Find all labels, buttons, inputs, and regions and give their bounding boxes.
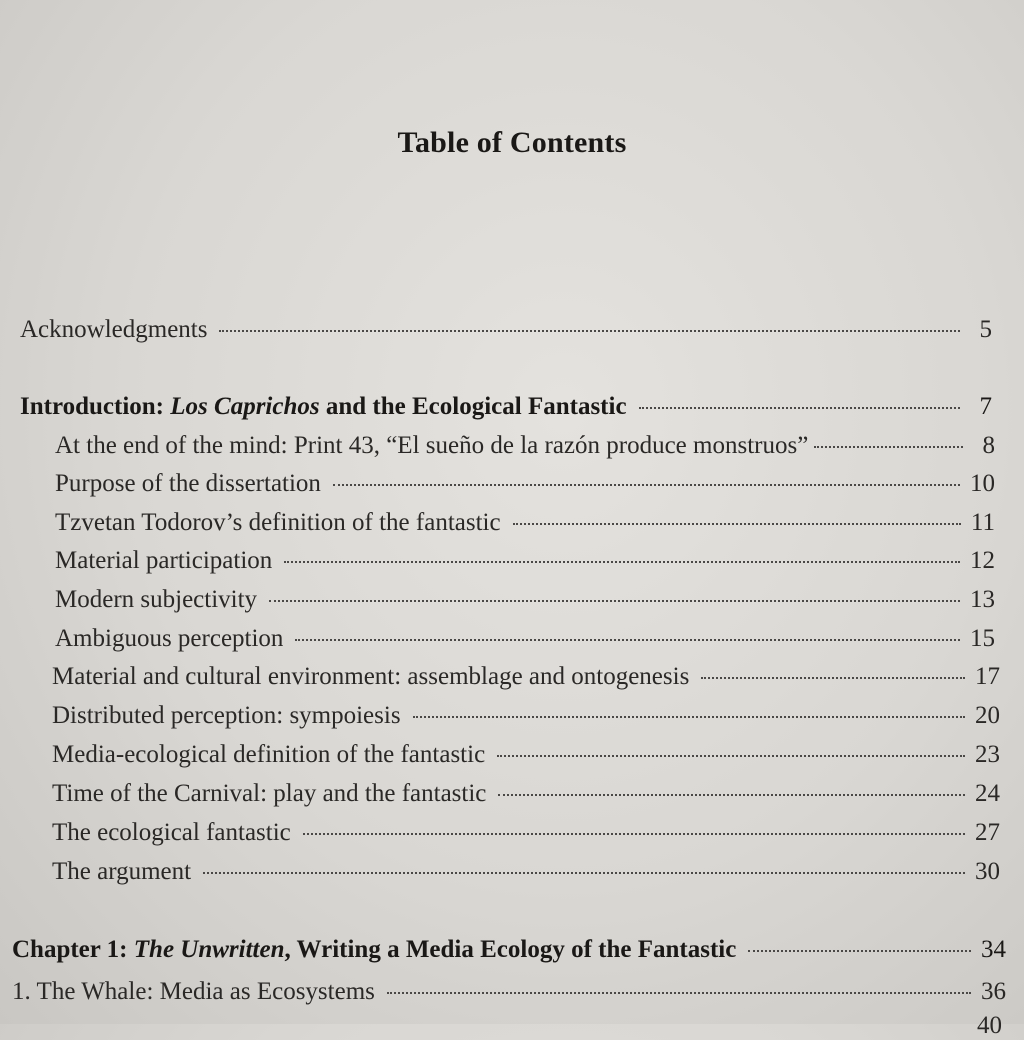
- toc-section-label: 1. The Whale: Media as Ecosystems: [12, 978, 375, 1005]
- dot-leader: [219, 330, 960, 332]
- page-title: Table of Contents: [397, 126, 627, 159]
- toc-section: [52, 858, 1000, 892]
- toc-page-number: 36: [981, 978, 1006, 1005]
- toc-page-number: 10: [970, 470, 995, 497]
- toc-section-label: Modern subjectivity: [55, 586, 258, 613]
- toc-section-label: Distributed perception: sympoiesis: [52, 702, 401, 729]
- dot-leader: [701, 677, 965, 679]
- toc-page-number: 30: [975, 858, 1000, 885]
- dot-leader: [513, 523, 961, 525]
- toc-section: [55, 547, 995, 581]
- toc-entry-introduction: [20, 393, 992, 427]
- toc-section-label: The ecological fantastic: [52, 819, 291, 846]
- toc-section: [12, 978, 1006, 1012]
- toc-section-label: Material and cultural environment: assemblage and ontogenesis: [52, 663, 690, 690]
- toc-page-number: 34: [981, 936, 1006, 963]
- toc-section: [52, 702, 1000, 736]
- toc-entry-label: Chapter 1: The Unwritten, Writing a Media Ecology of the Fantastic: [12, 936, 737, 963]
- toc-page-number: 13: [970, 586, 995, 613]
- dot-leader: [498, 794, 965, 796]
- toc-page-number: 11: [970, 509, 995, 536]
- toc-section-label: Tzvetan Todorov’s definition of the fantastic: [55, 509, 501, 536]
- toc-section: [55, 625, 995, 659]
- dot-leader: [303, 833, 965, 835]
- toc-entry-label: Introduction: Los Caprichos and the Ecological Fantastic: [20, 393, 627, 420]
- dot-leader: [387, 992, 971, 994]
- toc-section: [55, 586, 995, 620]
- toc-section-label: Purpose of the dissertation: [55, 470, 321, 497]
- toc-page-number: 8: [982, 432, 995, 459]
- toc-section: [52, 780, 1000, 814]
- toc-entry-label: Acknowledgments: [20, 316, 208, 343]
- toc-page-number: 24: [975, 780, 1000, 807]
- dot-leader: [284, 561, 960, 563]
- toc-section: [52, 663, 1000, 697]
- toc-page-number: 27: [975, 819, 1000, 846]
- toc-page-number: 5: [979, 316, 992, 343]
- toc-page-number: 12: [970, 547, 995, 574]
- dot-leader: [333, 484, 960, 486]
- toc-page-number: 23: [975, 741, 1000, 768]
- partial-page-number: 40: [977, 1012, 1002, 1039]
- toc-section-label: Media-ecological definition of the fantastic: [52, 741, 486, 768]
- toc-section: [52, 741, 1000, 775]
- toc-page-number: 20: [975, 702, 1000, 729]
- dot-leader: [497, 755, 965, 757]
- dot-leader: [295, 639, 960, 641]
- toc-section-label: Ambiguous perception: [55, 625, 284, 652]
- dot-leader: [203, 872, 965, 874]
- toc-section-label: At the end of the mind: Print 43, “El sueño de la razón produce monstruos”: [55, 432, 809, 459]
- dot-leader: [639, 407, 960, 409]
- toc-page-number: 7: [979, 393, 992, 420]
- toc-section: [55, 470, 995, 504]
- dot-leader: [748, 950, 971, 952]
- toc-page-number: 17: [975, 663, 1000, 690]
- toc-section: [52, 819, 1000, 853]
- toc-section-label: Material participation: [55, 547, 273, 574]
- toc-section: [55, 432, 995, 466]
- dot-leader: [269, 600, 960, 602]
- toc-section: [55, 509, 995, 543]
- dot-leader: [413, 716, 965, 718]
- toc-section-label: Time of the Carnival: play and the fantastic: [52, 780, 487, 807]
- toc-section-label: The argument: [52, 858, 192, 885]
- dot-leader: [814, 446, 963, 448]
- toc-page-number: 15: [970, 625, 995, 652]
- toc-entry-chapter-1: [12, 936, 1006, 970]
- toc-entry-acknowledgments: [20, 316, 992, 350]
